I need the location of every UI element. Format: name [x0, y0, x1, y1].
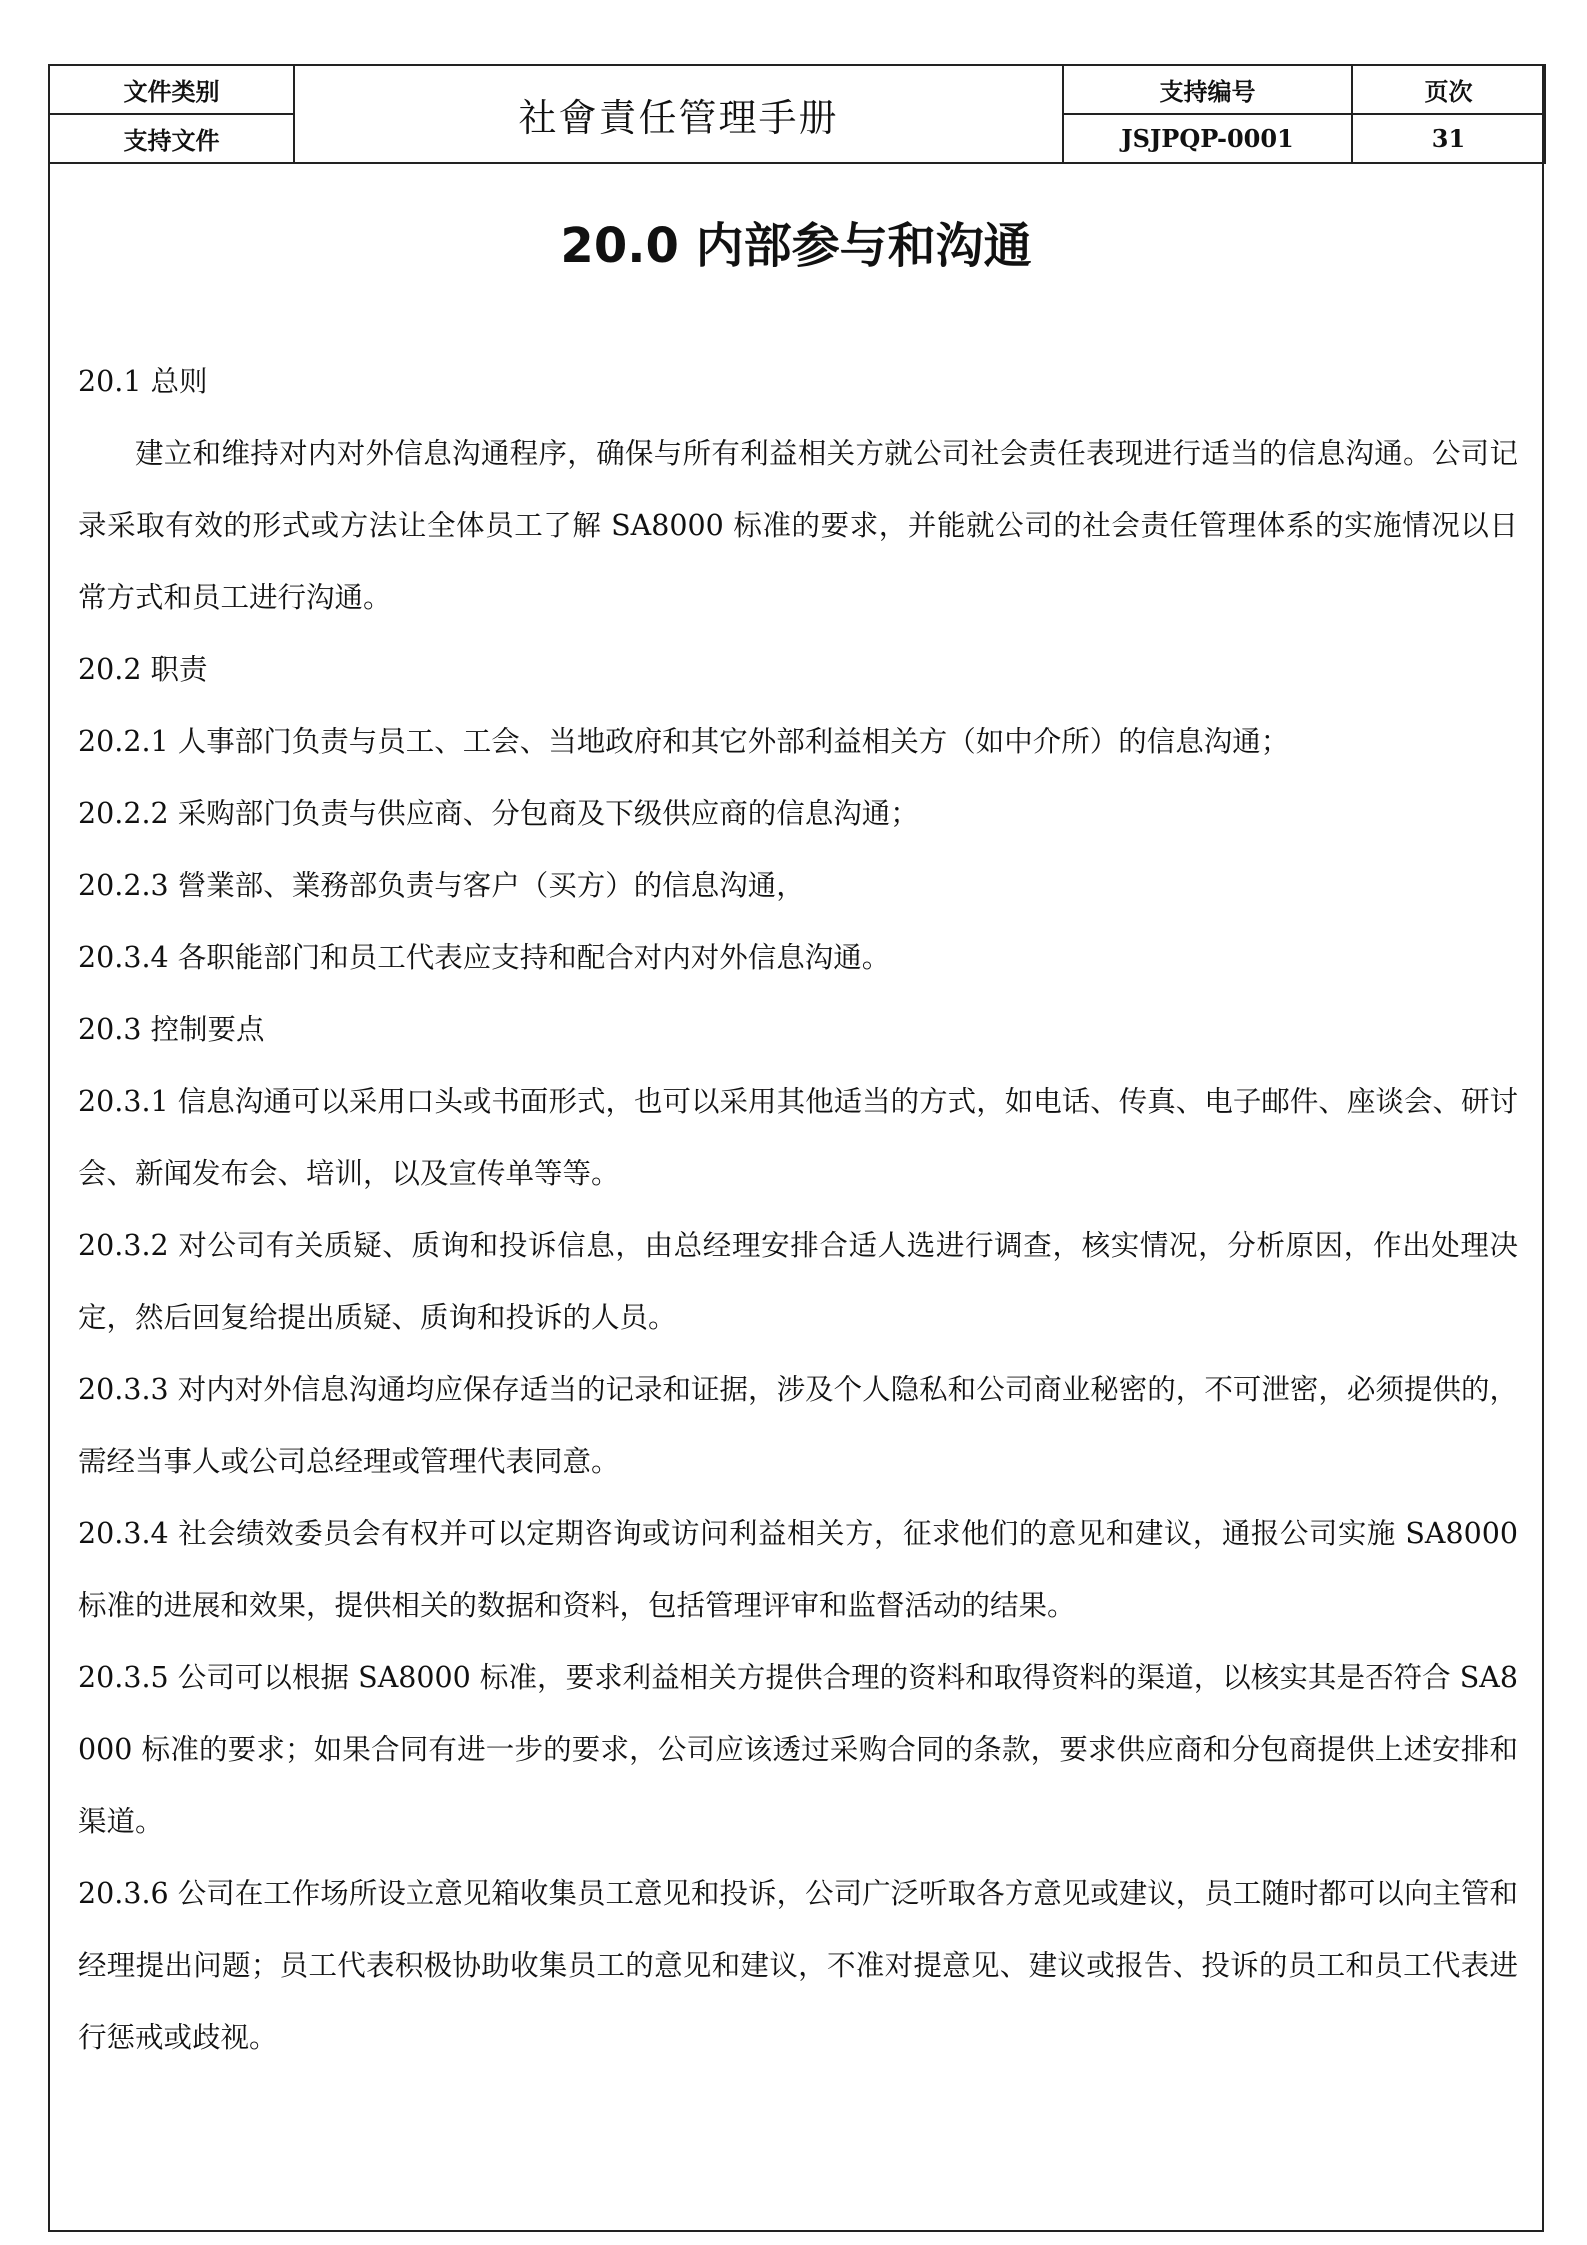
- manual-title: 社會責任管理手册: [294, 65, 1063, 163]
- body-paragraph: 20.3.6 公司在工作场所设立意见箱收集员工意见和投诉，公司广泛听取各方意见或建议，员工随时都可以向主管和经理提出问题；员工代表积极协助收集员工的意见和建议，不准对提意见、建议或报告、投诉的员工和员工代表进行惩戒或歧视。: [78, 1877, 1518, 2054]
- body-paragraph: 20.3 控制要点: [78, 1013, 265, 1046]
- page-number: 31: [1352, 114, 1545, 163]
- page-frame: [48, 64, 1544, 2232]
- category-label: 文件类别: [49, 65, 294, 114]
- body-paragraph: 20.3.2 对公司有关质疑、质询和投诉信息，由总经理安排合适人选进行调查，核实情况，分析原因，作出处理决定，然后回复给提出质疑、质询和投诉的人员。: [78, 1229, 1518, 1334]
- category-value: 支持文件: [49, 114, 294, 163]
- code-value: JSJPQP-0001: [1063, 114, 1352, 163]
- body-paragraph: 20.2.1 人事部门负责与员工、工会、当地政府和其它外部利益相关方（如中介所）的信息沟通；: [78, 725, 1290, 758]
- body-content: [78, 346, 1518, 2074]
- page-label: 页次: [1352, 65, 1545, 114]
- body-paragraph: 建立和维持对内对外信息沟通程序，确保与所有利益相关方就公司社会责任表现进行适当的信息沟通。公司记录采取有效的形式或方法让全体员工了解 SA8000 标准的要求，并能就公司的社会责任管理体系的实施情况以日常方式和员工进行沟通。: [78, 437, 1518, 614]
- section-title: 20.0 内部参与和沟通: [560, 218, 1032, 274]
- body-paragraph: 20.3.1 信息沟通可以采用口头或书面形式，也可以采用其他适当的方式，如电话、传真、电子邮件、座谈会、研讨会、新闻发布会、培训，以及宣传单等等。: [78, 1085, 1518, 1190]
- body-paragraph: 20.2.3 營業部、業務部负责与客户（买方）的信息沟通，: [78, 869, 805, 902]
- body-paragraph: 20.3.4 社会绩效委员会有权并可以定期咨询或访问利益相关方，征求他们的意见和建议，通报公司实施 SA8000 标准的进展和效果，提供相关的数据和资料，包括管理评审和监督活动的结果。: [78, 1517, 1518, 1622]
- body-paragraph: 20.3.4 各职能部门和员工代表应支持和配合对内对外信息沟通。: [78, 941, 891, 974]
- document-header-table: [48, 64, 1546, 164]
- body-paragraph: 20.3.3 对内对外信息沟通均应保存适当的记录和证据，涉及个人隐私和公司商业秘密的，不可泄密，必须提供的，需经当事人或公司总经理或管理代表同意。: [78, 1373, 1518, 1478]
- body-paragraph: 20.2 职责: [78, 653, 208, 686]
- code-label: 支持编号: [1063, 65, 1352, 114]
- body-paragraph: 20.3.5 公司可以根据 SA8000 标准，要求利益相关方提供合理的资料和取得资料的渠道，以核实其是否符合 SA8000 标准的要求；如果合同有进一步的要求，公司应该透过采购合同的条款，要求供应商和分包商提供上述安排和渠道。: [78, 1661, 1518, 1838]
- body-paragraph: 20.2.2 采购部门负责与供应商、分包商及下级供应商的信息沟通；: [78, 797, 919, 830]
- body-paragraph: 20.1 总则: [78, 365, 208, 398]
